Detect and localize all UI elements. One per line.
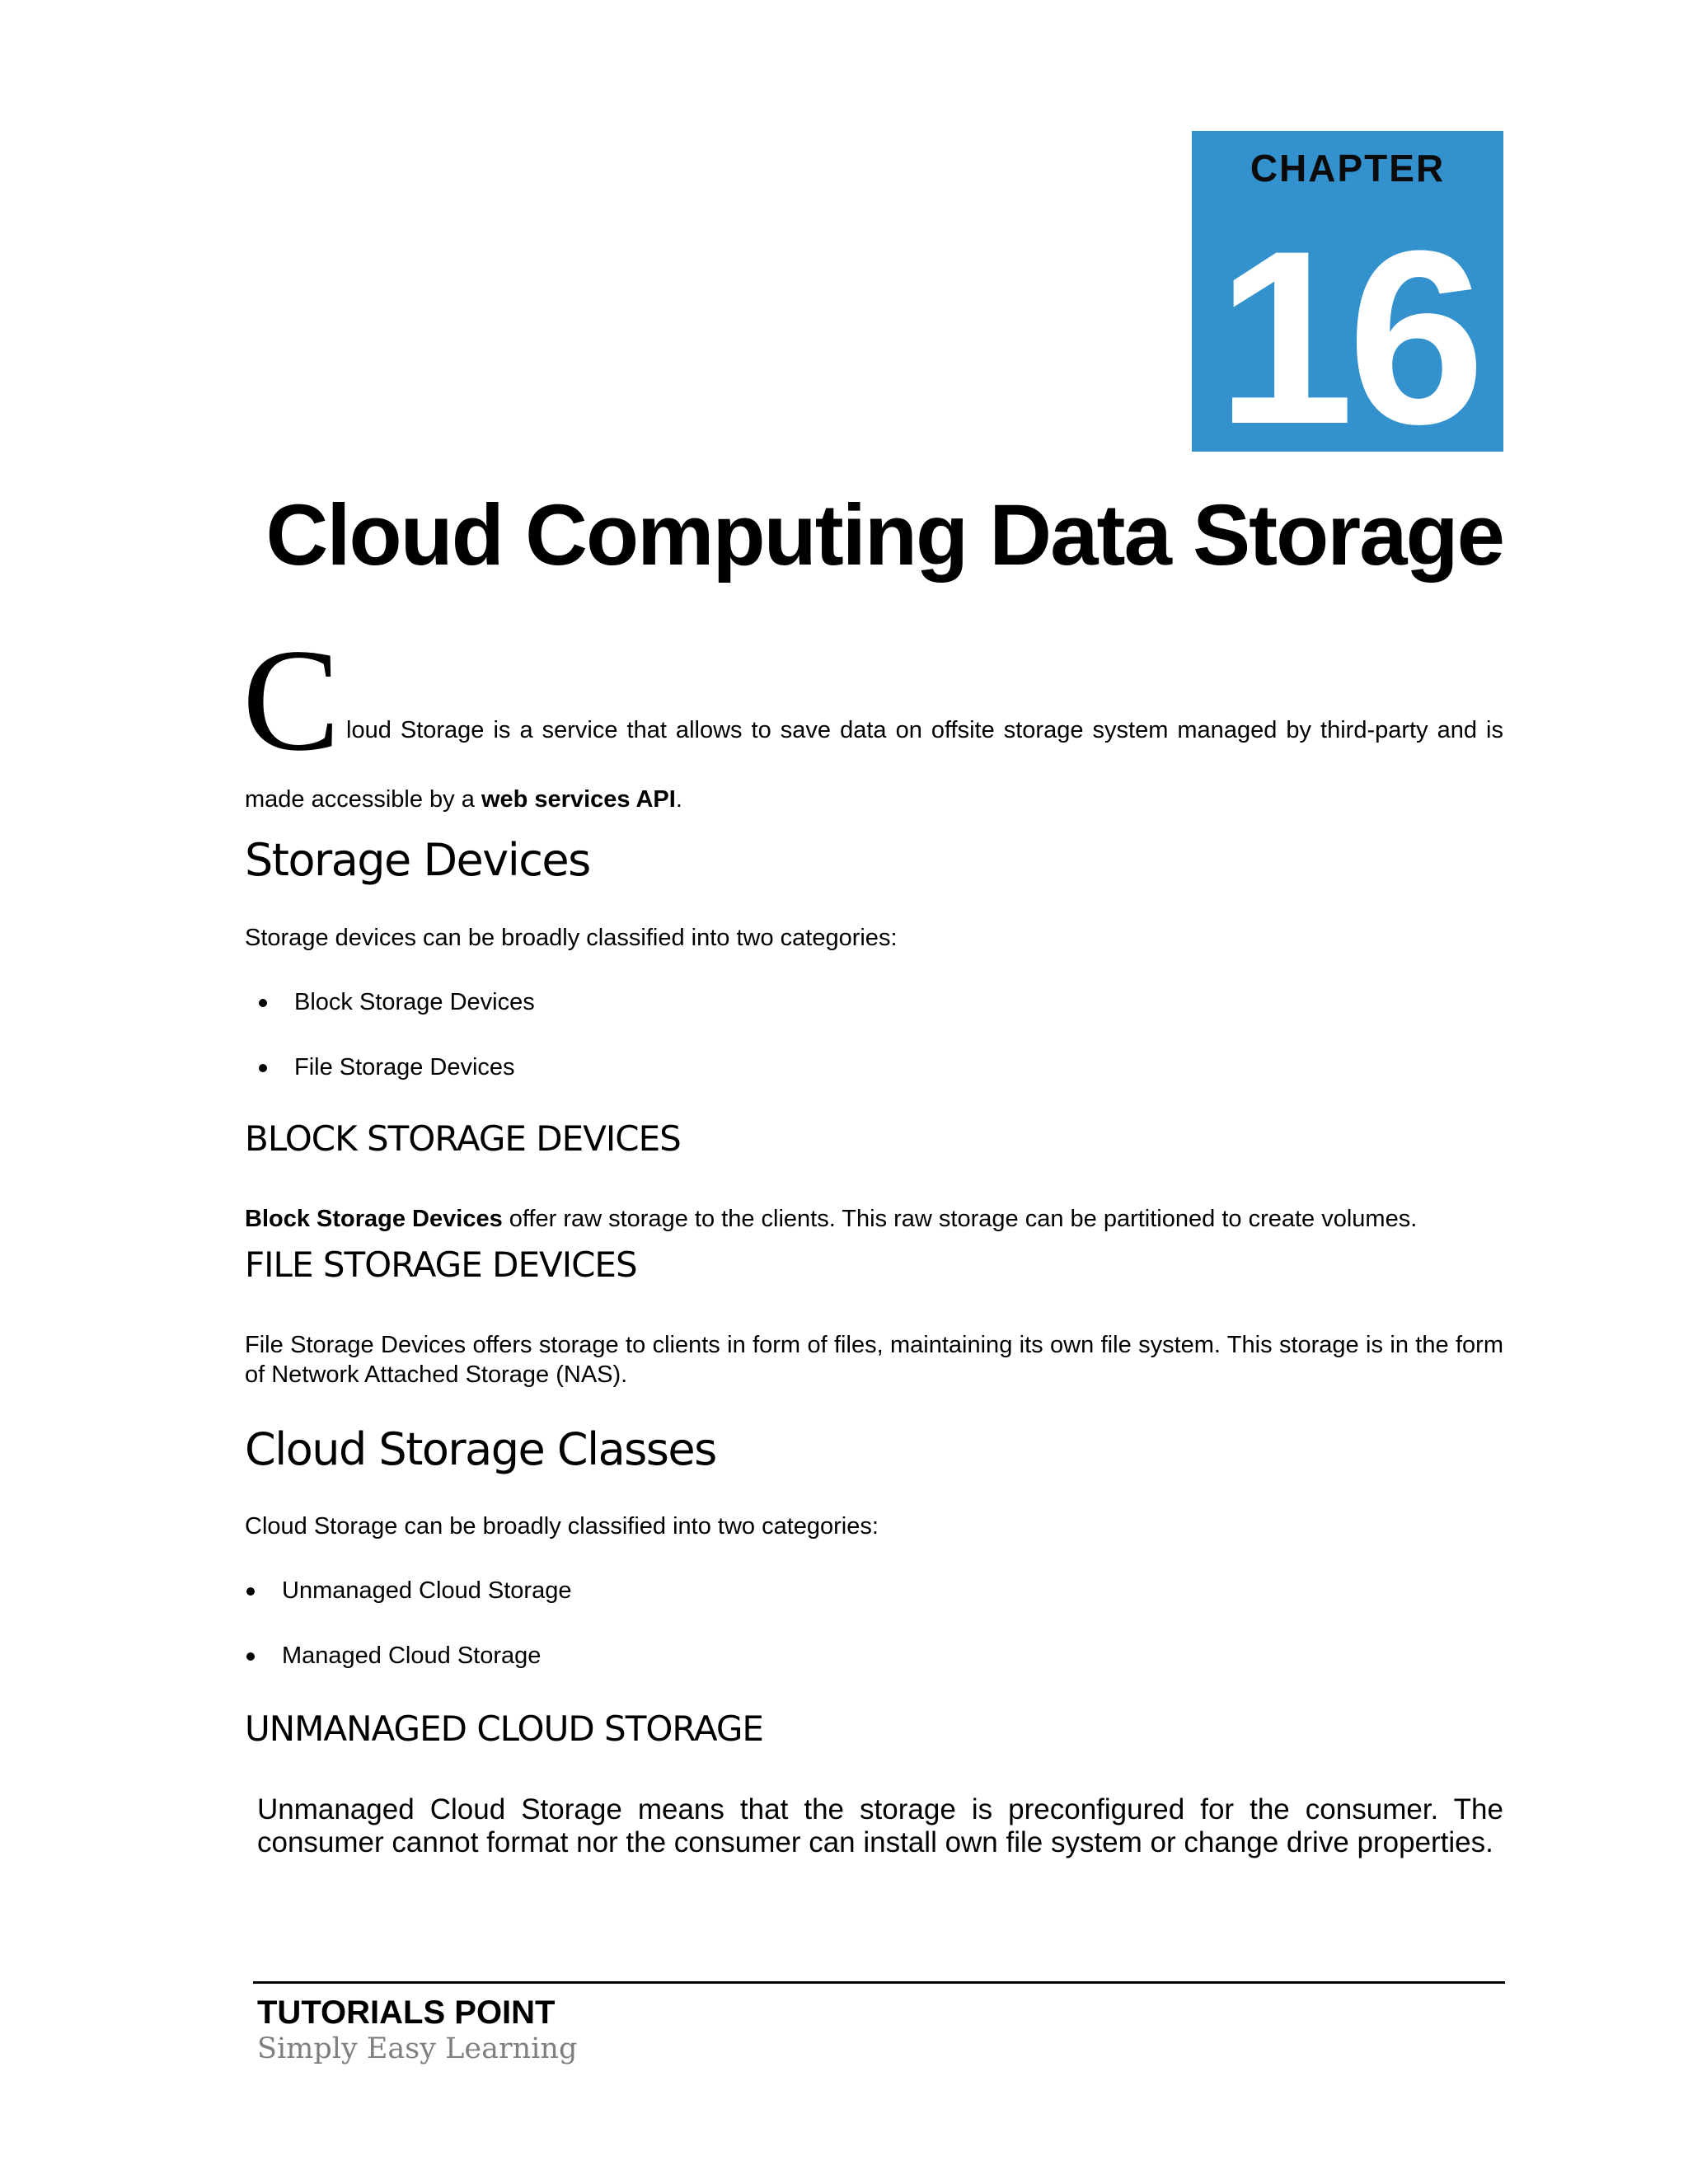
intro-line-2-prefix: made accessible by a <box>245 786 481 813</box>
block-storage-text <box>245 1204 1417 1234</box>
heading-cloud-storage-classes: Cloud Storage Classes <box>245 1423 716 1475</box>
chapter-label: CHAPTER <box>1250 147 1446 190</box>
bullet-icon <box>259 999 267 1007</box>
list-item-label: Managed Cloud Storage <box>282 1643 542 1669</box>
list-item-label: Block Storage Devices <box>294 989 535 1015</box>
heading-block-storage-devices: BLOCK STORAGE DEVICES <box>245 1118 681 1159</box>
intro-line-1: loud Storage is a service that allows to save data on offsite storage system managed by third-party and is <box>346 717 1503 743</box>
intro-web-services-api: web services API <box>481 786 676 813</box>
chapter-badge <box>1192 131 1503 476</box>
list-item-label: File Storage Devices <box>294 1054 515 1080</box>
unmanaged-text: Unmanaged Cloud Storage means that the storage is preconfigured for the consumer. The consumer cannot format nor the consumer can install own file system or change drive properties. <box>257 1793 1503 1858</box>
bullet-icon <box>246 1652 255 1661</box>
intro-line-2 <box>245 785 682 814</box>
footer-brand: TUTORIALS POINT <box>257 1994 556 2031</box>
page-title: Cloud Computing Data Storage <box>265 487 1503 583</box>
footer-tagline: Simply Easy Learning <box>257 2032 578 2065</box>
chapter-number: 16 <box>1217 199 1479 476</box>
storage-devices-text: Storage devices can be broadly classified into two categories: <box>245 925 898 951</box>
list-item-label: Unmanaged Cloud Storage <box>282 1577 572 1604</box>
drop-cap: C <box>242 618 340 781</box>
storage-classes-text: Cloud Storage can be broadly classified into two categories: <box>245 1513 879 1540</box>
block-storage-description: offer raw storage to the clients. This raw storage can be partitioned to create volumes. <box>502 1206 1418 1232</box>
footer-divider <box>253 1981 1505 1984</box>
block-storage-bold: Block Storage Devices <box>245 1206 503 1232</box>
bullet-icon <box>246 1587 255 1596</box>
intro-line-2-suffix: . <box>675 786 682 813</box>
bullet-icon <box>259 1064 267 1072</box>
heading-storage-devices: Storage Devices <box>245 834 590 886</box>
heading-unmanaged-cloud-storage: UNMANAGED CLOUD STORAGE <box>245 1708 763 1749</box>
file-storage-text: File Storage Devices offers storage to clients in form of files, maintaining its own file system. This storage is in the form of Network Attached Storage (NAS). <box>245 1332 1503 1388</box>
heading-file-storage-devices: FILE STORAGE DEVICES <box>245 1244 637 1285</box>
